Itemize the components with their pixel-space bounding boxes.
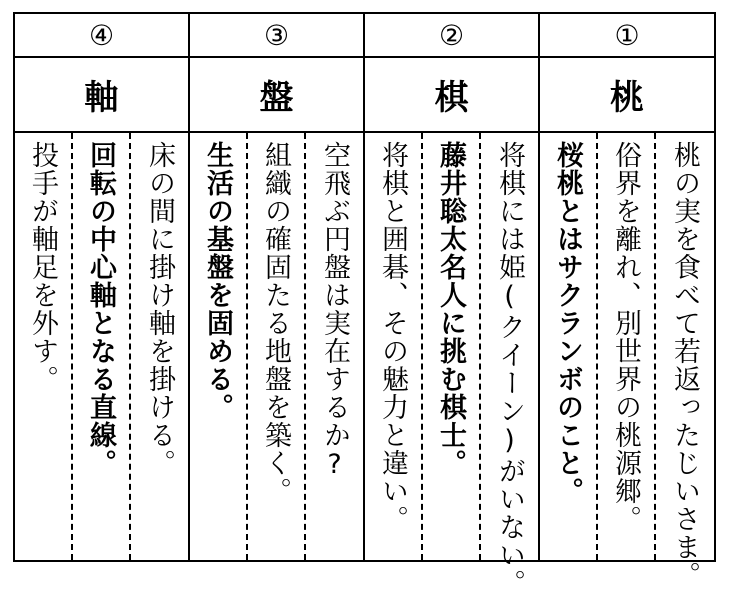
sentence-cell xyxy=(306,133,363,560)
example-sentence: 空飛ぶ円盤は実在するか? xyxy=(319,141,350,481)
sentence-cell xyxy=(365,133,423,560)
column-number: ② xyxy=(365,14,538,58)
column-kanji: 桃 xyxy=(540,58,714,133)
example-sentence: 俗界を離れ、別世界の桃源郷。 xyxy=(610,141,641,533)
column-kanji: 棋 xyxy=(365,58,538,133)
column-kanji: 軸 xyxy=(15,58,188,133)
sentence-cell xyxy=(540,133,598,560)
example-sentences xyxy=(15,133,188,560)
column-number: ③ xyxy=(190,14,363,58)
sentence-cell xyxy=(481,133,538,597)
example-sentence: 将棋と囲碁、その魅力と違い。 xyxy=(377,141,408,533)
example-sentence: 生活の基盤を固める。 xyxy=(202,141,233,421)
column-3 xyxy=(190,14,365,560)
sentence-cell xyxy=(248,133,306,560)
example-sentence: 回転の中心軸となる直線。 xyxy=(85,141,116,477)
sentence-cell xyxy=(598,133,656,560)
column-4 xyxy=(15,14,190,560)
example-sentences xyxy=(190,133,363,560)
sentence-cell xyxy=(131,133,188,560)
example-sentence: 投手が軸足を外す。 xyxy=(27,141,58,393)
worksheet-table xyxy=(13,12,716,597)
example-sentences xyxy=(365,133,538,597)
column-1 xyxy=(540,14,714,589)
sentence-cell xyxy=(190,133,248,560)
column-2 xyxy=(365,14,540,597)
sentence-cell xyxy=(73,133,131,560)
column-number: ① xyxy=(540,14,714,58)
sentence-cell xyxy=(656,133,713,589)
example-sentence: 桜桃とはサクランボのこと。 xyxy=(552,141,583,505)
example-sentence: 将棋には姫(クイーン)がいない。 xyxy=(494,141,525,597)
example-sentence: 桃の実を食べて若返ったじいさま。 xyxy=(669,141,700,589)
example-sentence: 床の間に掛け軸を掛ける。 xyxy=(144,141,175,477)
column-number: ④ xyxy=(15,14,188,58)
example-sentence: 藤井聡太名人に挑む棋士。 xyxy=(435,141,466,477)
example-sentences xyxy=(540,133,714,589)
sentence-cell xyxy=(15,133,73,560)
sentence-cell xyxy=(423,133,481,560)
column-kanji: 盤 xyxy=(190,58,363,133)
example-sentence: 組織の確固たる地盤を築く。 xyxy=(260,141,291,505)
